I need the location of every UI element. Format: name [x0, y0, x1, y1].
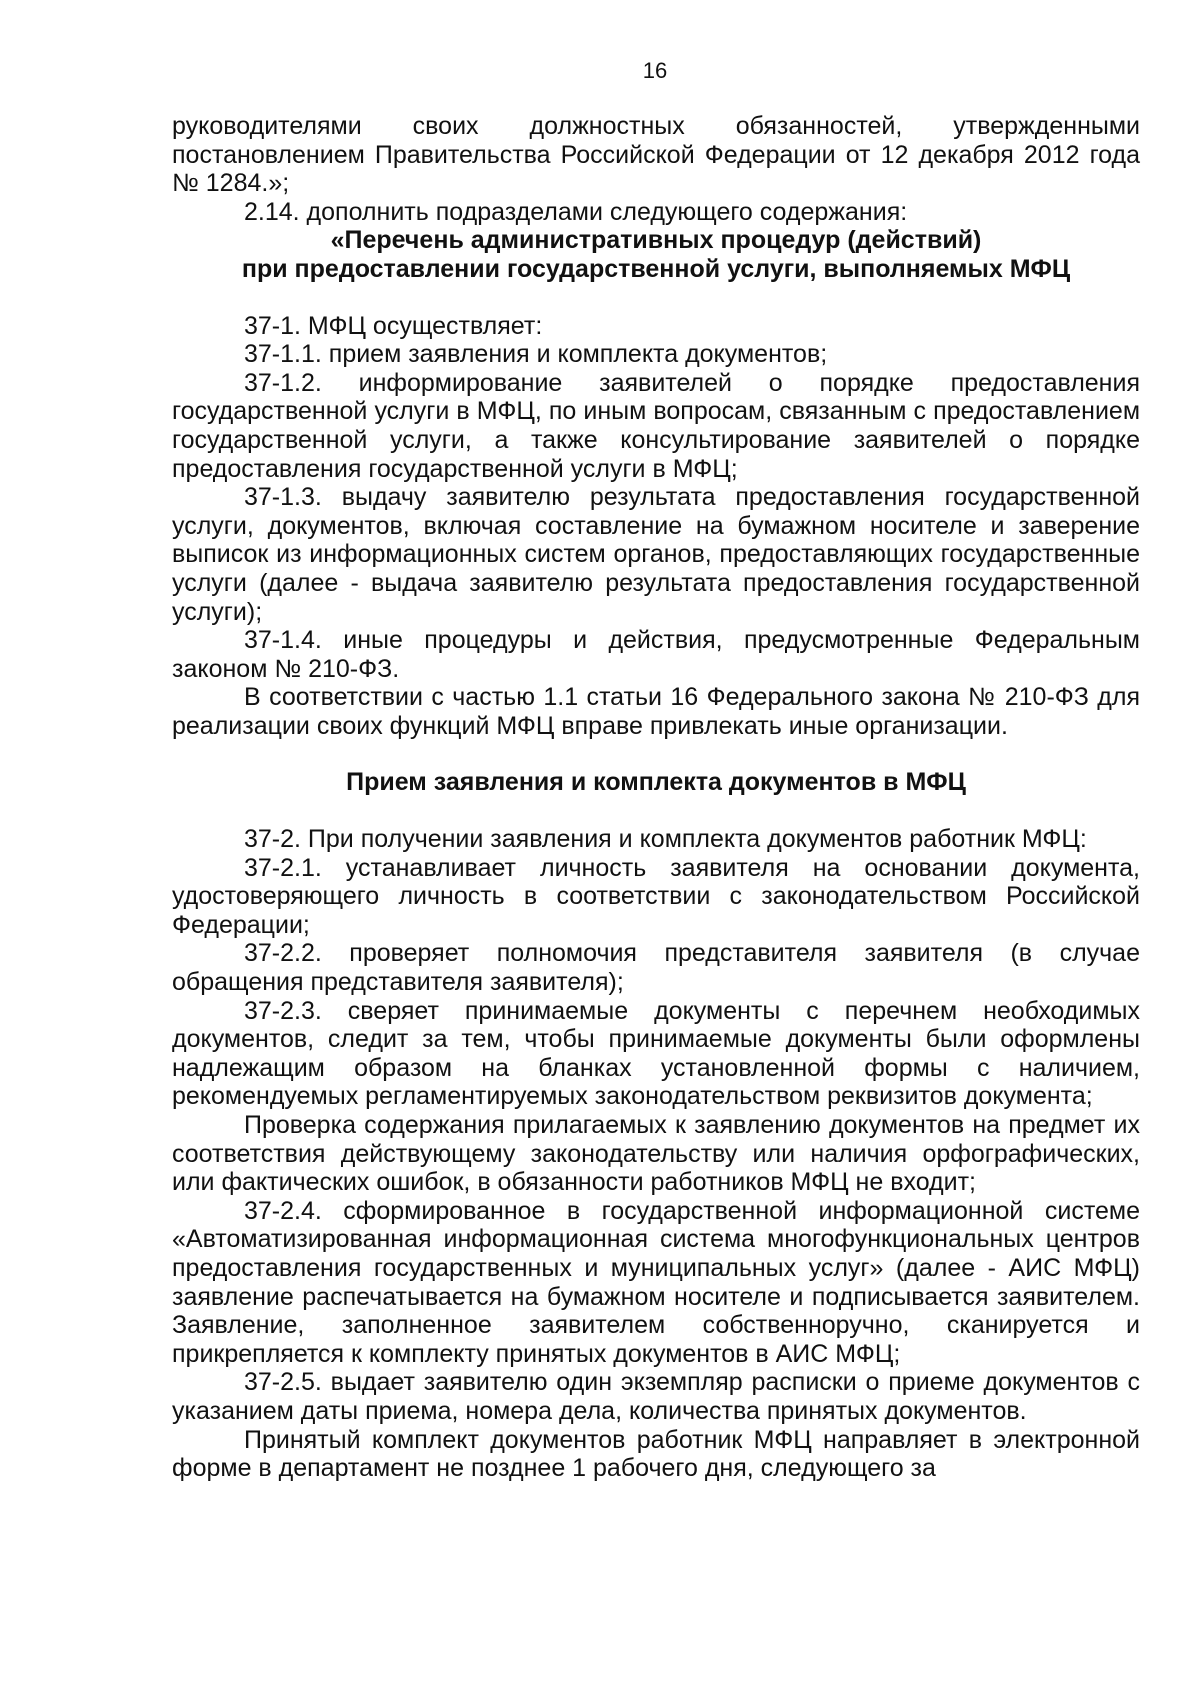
section-heading: Прием заявления и комплекта документов в МФЦ — [346, 768, 966, 797]
body-paragraph: 37-2.4. сформированное в государственной информационной системе «Автоматизированная информационная система многофункциональных центров предоставления государственных и муниципальных услуг» (далее - АИС МФЦ) заявление распечатывается на бумажном носителе и подписывается заявителем. Заявление, заполненное заявителем собственноручно, сканируется и прикрепляется к комплекту принятых документов в АИС МФЦ; — [172, 1196, 1140, 1368]
body-paragraph: 37-2. При получении заявления и комплекта документов работник МФЦ: — [244, 825, 1087, 854]
body-paragraph: 2.14. дополнить подразделами следующего содержания: — [244, 197, 908, 226]
body-paragraph: 37-1. МФЦ осуществляет: — [244, 311, 543, 340]
body-paragraph: Принятый комплект документов работник МФЦ направляет в электронной форме в департамент не позднее 1 рабочего дня, следующего за — [172, 1425, 1140, 1483]
body-paragraph: 37-2.1. устанавливает личность заявителя на основании документа, удостоверяющего личность в соответствии с законодательством Российской Федерации; — [172, 853, 1140, 939]
body-paragraph: 37-1.4. иные процедуры и действия, предусмотренные Федеральным законом № 210-ФЗ. — [172, 626, 1140, 683]
continuation-paragraph: руководителями своих должностных обязанностей, утвержденными постановлением Правительства Российской Федерации от 12 декабря 2012 года № 1284.»; — [172, 112, 1140, 198]
body-paragraph: В соответствии с частью 1.1 статьи 16 Федерального закона № 210-ФЗ для реализации своих функций МФЦ вправе привлекать иные организации. — [172, 683, 1140, 740]
section-heading: при предоставлении государственной услуги, выполняемых МФЦ — [241, 254, 1071, 283]
body-paragraph: 37-1.1. прием заявления и комплекта документов; — [244, 340, 828, 369]
document-body — [172, 112, 1140, 1483]
body-paragraph: 37-2.3. сверяет принимаемые документы с перечнем необходимых документов, следит за тем, чтобы принимаемые документы были оформлены надлежащим образом на бланках установленной формы с наличием, рекомендуемых регламентируемых законодательством реквизитов документа; — [172, 996, 1140, 1111]
page-number: 16 — [642, 58, 668, 83]
body-paragraph: 37-2.5. выдает заявителю один экземпляр расписки о приеме документов с указанием даты приема, номера дела, количества принятых документов. — [172, 1368, 1140, 1425]
section-heading: «Перечень административных процедур (действий) — [330, 226, 982, 255]
body-paragraph: Проверка содержания прилагаемых к заявлению документов на предмет их соответствия действующему законодательству или наличия орфографических, или фактических ошибок, в обязанности работников МФЦ не входит; — [172, 1111, 1140, 1197]
body-paragraph: 37-1.3. выдачу заявителю результата предоставления государственной услуги, документов, включая составление на бумажном носителе и заверение выписок из информационных систем органов, предоставляющих государственные услуги (далее - выдача заявителю результата предоставления государственной услуги); — [172, 483, 1140, 626]
body-paragraph: 37-1.2. информирование заявителей о порядке предоставления государственной услуги в МФЦ, по иным вопросам, связанным с предоставлением государственной услуги, а также консультирование заявителей о порядке предоставления государственной услуги в МФЦ; — [172, 368, 1140, 483]
body-paragraph: 37-2.2. проверяет полномочия представителя заявителя (в случае обращения представителя заявителя); — [172, 939, 1140, 997]
